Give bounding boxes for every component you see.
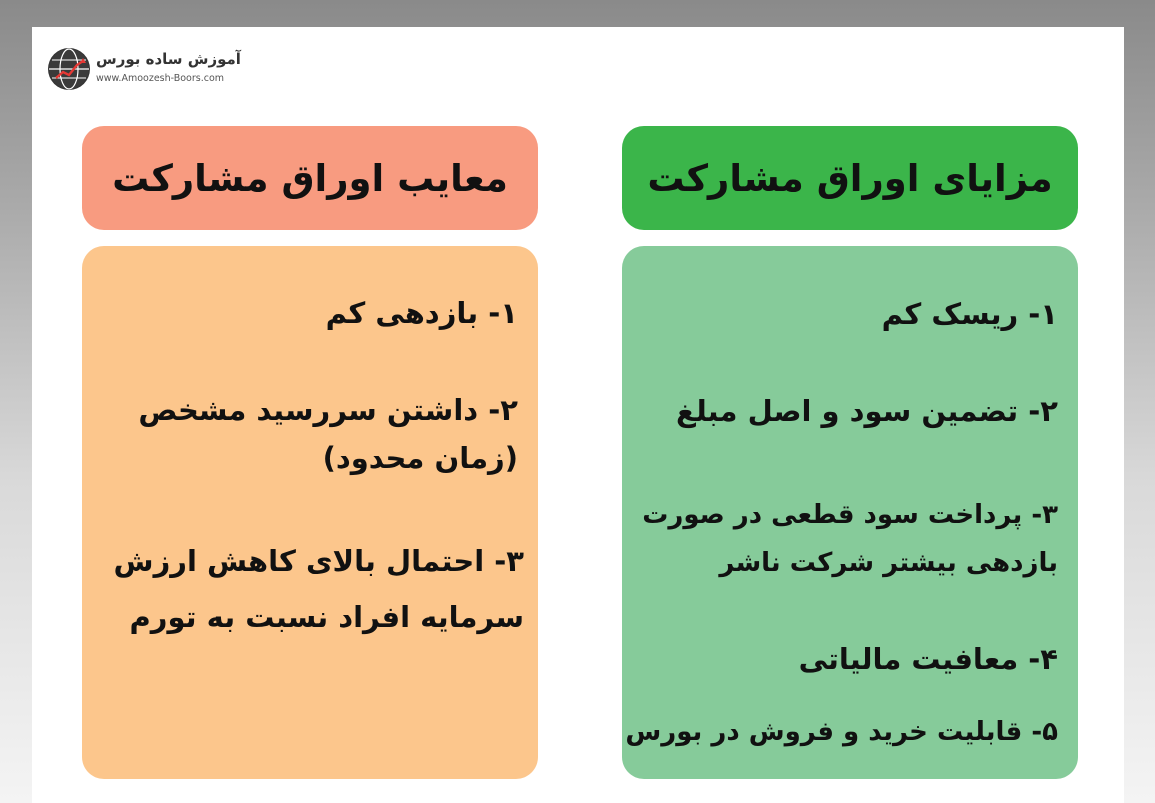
- pros-item: [676, 388, 1058, 434]
- cons-item: [114, 533, 524, 645]
- pros-item: [799, 636, 1058, 682]
- cons-title: معایب اوراق مشارکت: [112, 156, 508, 200]
- cons-item: [326, 290, 518, 336]
- site-logo[interactable]: [48, 48, 241, 92]
- pros-item-line2: بازدهی بیشتر شرکت ناشر: [719, 548, 1058, 578]
- pros-item-line1: ۲- تضمین سود و اصل مبلغ: [676, 394, 1058, 428]
- pros-item: [642, 491, 1058, 587]
- pros-title: مزایای اوراق مشارکت: [647, 156, 1053, 200]
- cons-header: [82, 126, 538, 230]
- pros-item-line1: ۳- پرداخت سود قطعی در صورت: [642, 500, 1058, 530]
- pros-item: [882, 291, 1058, 337]
- globe-chart-icon: [48, 48, 90, 90]
- pros-list: [622, 246, 1078, 779]
- logo-title: آموزش ساده بورس: [96, 50, 241, 68]
- pros-item-line1: ۴- معافیت مالیاتی: [798, 642, 1058, 676]
- cons-item-line2: سرمایه افراد نسبت به تورم: [129, 600, 524, 634]
- cons-item-line2: (زمان محدود): [322, 441, 518, 475]
- pros-header: [622, 126, 1078, 230]
- logo-url: www.Amoozesh-Boors.com: [96, 73, 225, 84]
- cons-item-line1: ۱- بازدهی کم: [325, 296, 518, 330]
- cons-item-line1: ۲- داشتن سررسید مشخص: [138, 393, 518, 427]
- pros-item: [625, 709, 1058, 755]
- cons-item: [138, 386, 518, 482]
- cons-list: [82, 246, 538, 779]
- pros-item-line1: ۱- ریسک کم: [881, 297, 1058, 331]
- infographic-frame: [32, 27, 1124, 803]
- pros-item-line1: ۵- قابلیت خرید و فروش در بورس: [625, 717, 1058, 747]
- cons-item-line1: ۳- احتمال بالای کاهش ارزش: [113, 544, 524, 578]
